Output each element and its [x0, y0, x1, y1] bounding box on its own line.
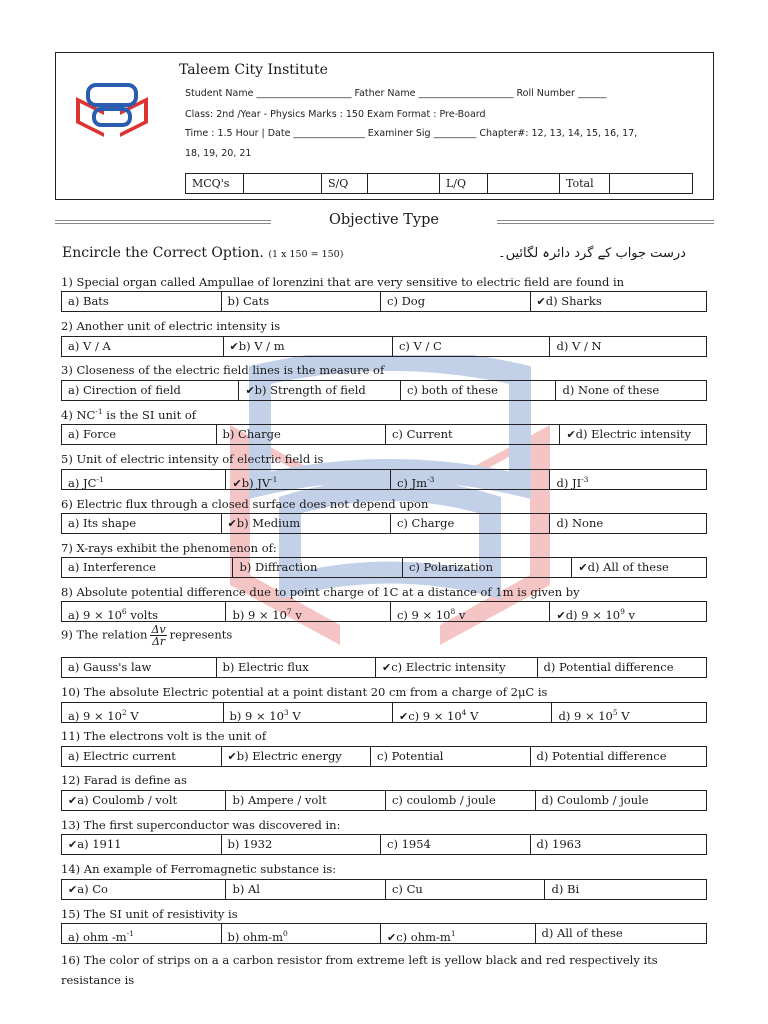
checkmark-icon: ✔: [68, 838, 78, 851]
fraction-numerator: Δv: [151, 623, 166, 636]
question-text-end: is the SI unit of: [102, 408, 197, 422]
option-14-a[interactable]: [62, 880, 226, 899]
score-box-mcq: [244, 174, 322, 194]
option-8-b[interactable]: [226, 602, 390, 621]
instruction: [62, 245, 343, 261]
superscript: 8: [450, 607, 456, 616]
score-table: [185, 173, 693, 194]
option-13-d[interactable]: [531, 835, 706, 854]
checkmark-icon: ✔: [245, 384, 255, 397]
option-text: b) Medium: [236, 516, 301, 530]
superscript: 7: [286, 607, 292, 616]
option-text: a) 9 × 10: [68, 608, 122, 621]
checkmark-icon: ✔: [68, 883, 78, 896]
option-8-a[interactable]: [62, 602, 226, 621]
option-3-b[interactable]: [239, 381, 401, 400]
option-15-d[interactable]: [536, 924, 706, 943]
option-2-d[interactable]: [550, 337, 706, 356]
option-5-b[interactable]: [226, 470, 390, 489]
option-7-b[interactable]: [233, 558, 402, 577]
option-text: b) 9 × 10: [232, 608, 287, 621]
option-12-a[interactable]: [62, 791, 226, 810]
option-12-b[interactable]: [226, 791, 386, 810]
option-text: b) 1932: [227, 837, 273, 851]
option-text: d) Sharks: [545, 294, 602, 308]
options-row-4: [61, 424, 707, 445]
question-1: [61, 275, 624, 289]
question-text: 9) The relation: [61, 627, 148, 642]
question-text: 15) The SI unit of resistivity is: [61, 907, 238, 921]
option-text: b) 9 × 10: [229, 709, 284, 722]
option-1-a[interactable]: [62, 292, 222, 311]
question-text: 16) The color of strips on a a carbon resistor from extreme left is yellow black and red respectively its: [61, 953, 658, 967]
superscript: 5: [612, 708, 618, 717]
question-15: [61, 907, 238, 921]
option-unit: v: [455, 608, 466, 621]
option-9-c[interactable]: [376, 658, 538, 677]
options-row-10: [61, 702, 707, 723]
option-7-d[interactable]: [572, 558, 706, 577]
checkmark-icon: ✔: [566, 428, 576, 441]
option-unit: V: [466, 709, 479, 722]
checkmark-icon: ✔: [387, 931, 397, 943]
section-title: Objective Type: [329, 212, 439, 228]
score-box-lq: [488, 174, 560, 194]
option-1-b[interactable]: [222, 292, 382, 311]
superscript: 0: [283, 929, 288, 938]
option-9-a[interactable]: [62, 658, 217, 677]
option-text: c) ohm-m: [396, 930, 451, 943]
option-7-c[interactable]: [403, 558, 572, 577]
option-9-b[interactable]: [217, 658, 377, 677]
question-10: [61, 685, 547, 699]
options-row-7: [61, 557, 707, 578]
question-text: 6) Electric flux through a closed surface does not depend upon: [61, 497, 429, 511]
option-6-b[interactable]: [222, 514, 391, 533]
question-12: [61, 773, 187, 787]
options-row-14: [61, 879, 707, 900]
score-label-sq: S/Q: [322, 174, 368, 194]
exam-header: [55, 52, 714, 200]
question-7: [61, 541, 277, 555]
question-text: 3) Closeness of the electric field lines is the measure of: [61, 363, 385, 377]
option-6-c[interactable]: [391, 514, 551, 533]
superscript: -3: [427, 475, 435, 484]
option-text: d) 9 × 10: [565, 608, 621, 621]
options-row-8: [61, 601, 707, 622]
option-11-d[interactable]: [531, 747, 706, 766]
option-3-c[interactable]: [401, 381, 557, 400]
option-15-c[interactable]: [381, 924, 536, 943]
option-text: a) JC: [68, 476, 97, 489]
option-text: b) Electric energy: [236, 749, 342, 763]
question-text: 13) The first superconductor was discovered in:: [61, 818, 341, 832]
question-text: 12) Farad is define as: [61, 773, 187, 787]
superscript: -1: [270, 475, 278, 484]
instruction-marks: (1 x 150 = 150): [268, 249, 344, 260]
student-info-line: Student Name ____________________ Father Name ____________________ Roll Number ______: [185, 88, 607, 99]
option-text: b) Strength of field: [254, 383, 366, 397]
option-text: a) Electric current: [68, 749, 176, 763]
option-text: d) All of these: [541, 926, 623, 940]
option-15-b[interactable]: [222, 924, 382, 943]
option-text: a) Coulomb / volt: [77, 793, 178, 807]
options-row-5: [61, 469, 707, 490]
institute-name: Taleem City Institute: [179, 62, 328, 78]
option-12-d[interactable]: [536, 791, 706, 810]
option-4-c[interactable]: [386, 425, 560, 444]
score-label-total: Total: [560, 174, 610, 194]
options-row-11: [61, 746, 707, 767]
option-unit: V: [617, 709, 630, 722]
superscript: 1: [450, 929, 456, 938]
option-2-a[interactable]: [62, 337, 224, 356]
option-text: b) JV: [241, 476, 271, 489]
question-9: [61, 624, 232, 647]
option-8-d[interactable]: [550, 602, 706, 621]
instruction-urdu: درست جواب کے گرد دائرہ لگائیں۔: [498, 246, 686, 261]
option-text: c) Jm: [396, 476, 428, 489]
option-text: d) Bi: [551, 882, 580, 896]
option-text: d) Coulomb / joule: [541, 793, 649, 807]
option-3-a[interactable]: [62, 381, 239, 400]
option-text: c) 9 × 10: [396, 608, 451, 621]
option-14-b[interactable]: [226, 880, 386, 899]
options-row-15: [61, 923, 707, 944]
option-text: d) None: [556, 516, 604, 530]
score-label-lq: L/Q: [440, 174, 488, 194]
option-unit: V: [126, 709, 139, 722]
option-text: c) Potential: [377, 749, 444, 763]
option-6-a[interactable]: [62, 514, 222, 533]
option-text: d) None of these: [562, 383, 660, 397]
option-6-d[interactable]: [550, 514, 706, 533]
score-box-sq: [368, 174, 440, 194]
option-7-a[interactable]: [62, 558, 233, 577]
superscript: -1: [96, 475, 104, 484]
option-text: b) Ampere / volt: [232, 793, 327, 807]
option-text: d) All of these: [587, 560, 669, 574]
superscript: 3: [283, 708, 289, 717]
checkmark-icon: ✔: [229, 340, 239, 353]
option-text: a) Cirection of field: [68, 383, 181, 397]
option-text: b) Al: [232, 882, 260, 896]
options-row-13: [61, 834, 707, 855]
question-text-line2: resistance is: [61, 973, 135, 987]
option-2-b[interactable]: [224, 337, 393, 356]
checkmark-icon: ✔: [68, 794, 78, 807]
option-text: a) V / A: [68, 339, 111, 353]
option-text: c) Current: [391, 427, 453, 441]
option-4-b[interactable]: [217, 425, 386, 444]
option-text: b) Charge: [222, 427, 281, 441]
options-row-9: [61, 657, 707, 678]
superscript: 9: [620, 607, 625, 616]
option-text: a) Interference: [68, 560, 156, 574]
checkmark-icon: ✔: [382, 661, 392, 674]
question-5: [61, 452, 323, 466]
option-4-d[interactable]: [560, 425, 706, 444]
option-14-c[interactable]: [386, 880, 546, 899]
option-unit: v: [624, 608, 636, 621]
option-text: c) V / C: [398, 339, 442, 353]
superscript: -3: [581, 475, 589, 484]
option-10-a[interactable]: [62, 703, 224, 722]
question-16: [61, 950, 658, 990]
question-text: 2) Another unit of electric intensity is: [61, 319, 281, 333]
question-14: [61, 862, 336, 876]
option-13-a[interactable]: [62, 835, 222, 854]
option-text: c) coulomb / joule: [391, 793, 496, 807]
question-13: [61, 818, 340, 832]
option-text: c) Polarization: [408, 560, 493, 574]
question-text: 1) Special organ called Ampullae of lorenzini that are very sensitive to electric field are found in: [61, 275, 625, 289]
option-text: d) JI: [556, 476, 582, 489]
fraction-denominator: Δr: [151, 635, 166, 648]
checkmark-icon: ✔: [227, 750, 237, 763]
option-text: d) Potential difference: [543, 660, 674, 674]
options-row-3: [61, 380, 707, 401]
option-text: a) Force: [68, 427, 117, 441]
option-text: b) Cats: [227, 294, 270, 308]
option-1-d[interactable]: [531, 292, 706, 311]
question-2: [61, 319, 280, 333]
class-info-line: Class: 2nd /Year - Physics Marks : 150 Exam Format : Pre-Board: [185, 109, 486, 120]
fraction: [150, 624, 166, 647]
question-text: 14) An example of Ferromagnetic substance is:: [61, 862, 337, 876]
option-text: d) Potential difference: [536, 749, 667, 763]
option-11-c[interactable]: [371, 747, 531, 766]
options-row-2: [61, 336, 707, 357]
option-text: c) Dog: [387, 294, 426, 308]
option-15-a[interactable]: [62, 924, 222, 943]
option-text: d) V / N: [556, 339, 602, 353]
institute-logo: [74, 79, 150, 137]
option-14-d[interactable]: [545, 880, 706, 899]
question-8: [61, 585, 580, 599]
option-text: c) Electric intensity: [391, 660, 506, 674]
option-12-c[interactable]: [386, 791, 536, 810]
score-label-mcq: MCQ's: [186, 174, 244, 194]
option-1-c[interactable]: [381, 292, 531, 311]
question-text: 8) Absolute potential difference due to point charge of 1C at a distance of 1m is given by: [61, 585, 580, 599]
option-text: b) Diffraction: [239, 560, 318, 574]
option-13-c[interactable]: [381, 835, 531, 854]
option-text: d) 9 × 10: [558, 709, 613, 722]
checkmark-icon: ✔: [398, 710, 409, 722]
superscript: 6: [121, 607, 127, 616]
options-row-12: [61, 790, 707, 811]
option-text: a) 1911: [77, 837, 122, 851]
option-2-c[interactable]: [393, 337, 551, 356]
chapters-line: 18, 19, 20, 21: [185, 148, 252, 159]
question-text-end: represents: [169, 627, 233, 642]
question-11: [61, 729, 266, 743]
option-9-d[interactable]: [538, 658, 706, 677]
checkmark-icon: ✔: [578, 561, 588, 574]
time-info-line: Time : 1.5 Hour | Date _______________ Examiner Sig _________ Chapter#: 12, 13, 14, 15, 16, 17,: [185, 128, 638, 139]
option-5-c[interactable]: [391, 470, 551, 489]
question-6: [61, 497, 428, 511]
options-row-6: [61, 513, 707, 534]
option-5-a[interactable]: [62, 470, 226, 489]
option-text: d) Electric intensity: [575, 427, 691, 441]
option-text: d) 1963: [536, 837, 582, 851]
question-3: [61, 363, 384, 377]
option-unit: v: [291, 608, 302, 621]
score-box-total: [610, 174, 693, 194]
option-5-d[interactable]: [550, 470, 706, 489]
option-text: b) ohm-m: [227, 930, 284, 943]
option-text: a) Co: [77, 882, 108, 896]
option-8-c[interactable]: [391, 602, 551, 621]
option-10-b[interactable]: [224, 703, 393, 722]
superscript: -1: [126, 929, 134, 938]
option-text: b) V / m: [238, 339, 285, 353]
checkmark-icon: ✔: [227, 517, 237, 530]
option-10-d[interactable]: [552, 703, 706, 722]
superscript: 4: [461, 708, 467, 717]
option-text: a) Gauss's law: [68, 660, 152, 674]
option-text: a) Bats: [68, 294, 109, 308]
option-text: c) 1954: [387, 837, 431, 851]
instruction-text: Encircle the Correct Option.: [62, 245, 264, 261]
option-text: c) Charge: [396, 516, 455, 530]
option-unit: volts: [126, 608, 158, 621]
question-text: 7) X-rays exhibit the phenomenon of:: [61, 541, 277, 555]
question-text: 11) The electrons volt is the unit of: [61, 729, 267, 743]
superscript: -1: [95, 407, 103, 416]
question-text: 5) Unit of electric intensity of electric field is: [61, 452, 324, 466]
option-text: a) Its shape: [68, 516, 137, 530]
option-11-b[interactable]: [222, 747, 372, 766]
options-row-1: [61, 291, 707, 312]
option-text: a) ohm -m: [68, 930, 127, 943]
option-10-c[interactable]: [393, 703, 553, 722]
option-13-b[interactable]: [222, 835, 382, 854]
option-text: c) 9 × 10: [408, 709, 462, 722]
option-3-d[interactable]: [556, 381, 706, 400]
option-unit: V: [288, 709, 301, 722]
option-4-a[interactable]: [62, 425, 217, 444]
option-text: b) Electric flux: [222, 660, 309, 674]
option-11-a[interactable]: [62, 747, 222, 766]
option-text: c) both of these: [406, 383, 498, 397]
section-rule-right: [497, 220, 714, 224]
question-4: [61, 407, 196, 422]
checkmark-icon: ✔: [556, 609, 566, 621]
question-text: 4) NC: [61, 408, 96, 422]
question-text: 10) The absolute Electric potential at a point distant 20 cm from a charge of 2μC is: [61, 685, 548, 699]
superscript: 2: [121, 708, 127, 717]
option-text: c) Cu: [391, 882, 423, 896]
checkmark-icon: ✔: [536, 295, 546, 308]
checkmark-icon: ✔: [232, 477, 242, 489]
option-text: a) 9 × 10: [68, 709, 122, 722]
